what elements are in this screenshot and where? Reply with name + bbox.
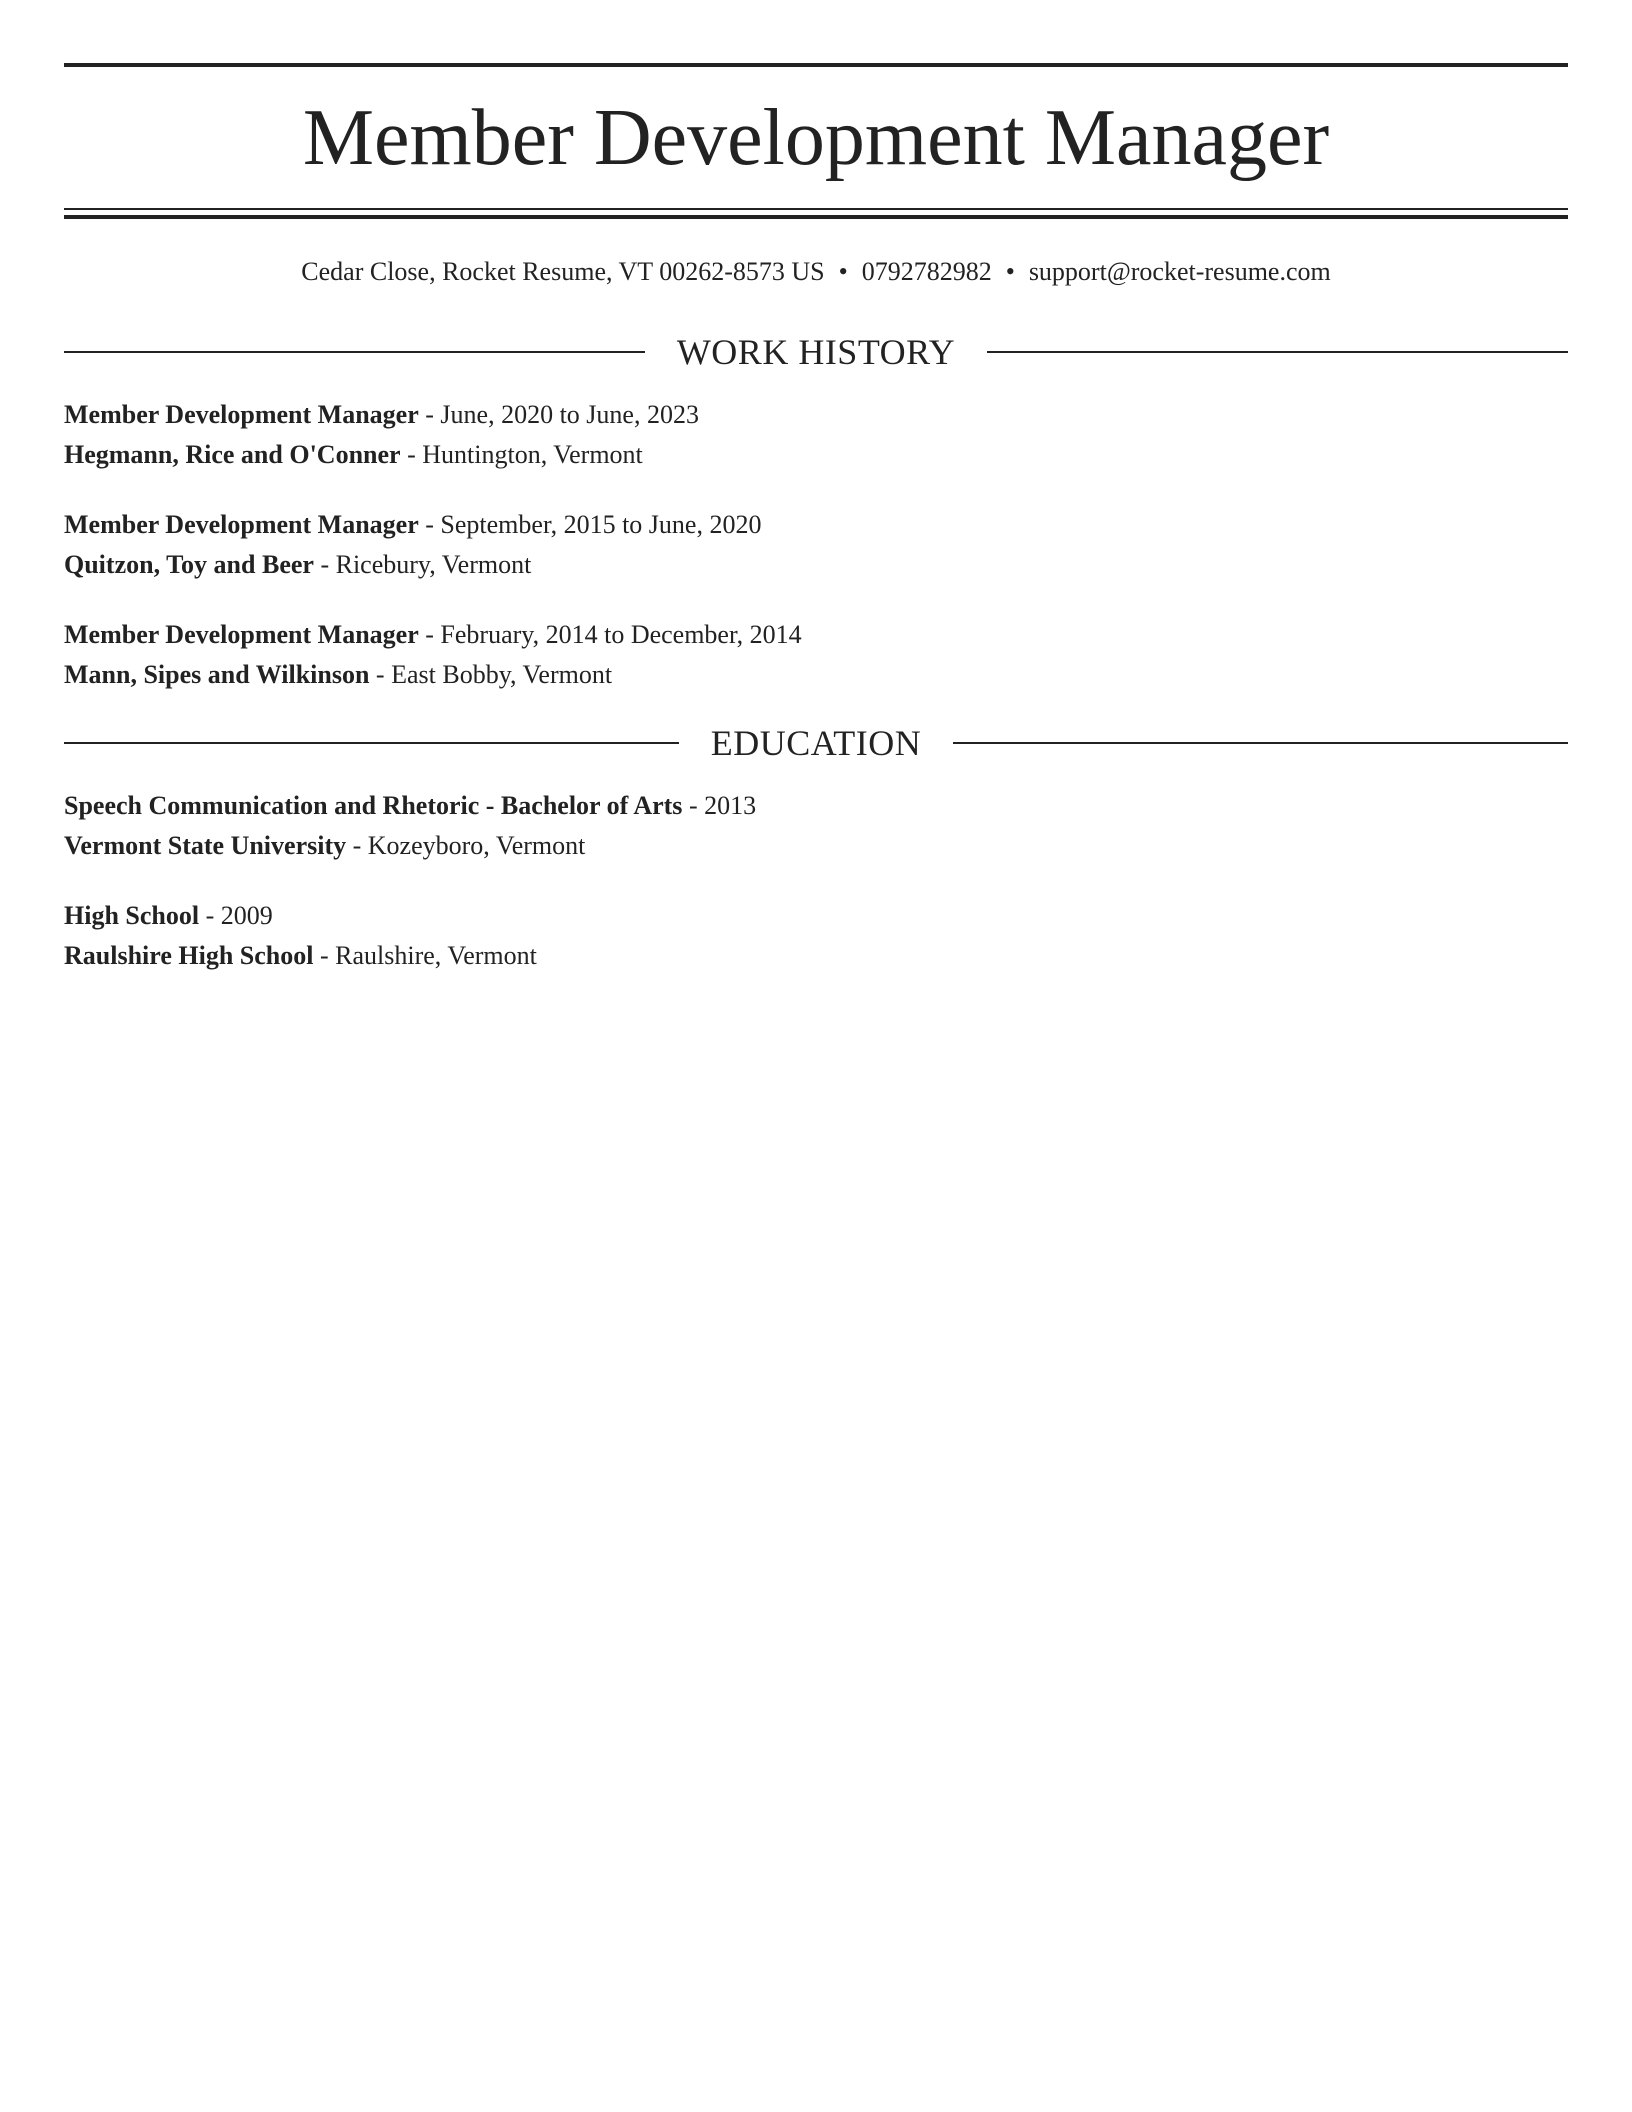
education-entry-year: 2013 [704,791,757,820]
work-entry-company: Quitzon, Toy and Beer [64,550,314,579]
contact-separator: • [1005,257,1015,286]
education-entry-degree-line [64,896,1568,936]
work-entry-company: Mann, Sipes and Wilkinson [64,660,370,689]
work-entry-company-line [64,435,1568,475]
section-rule-right [953,742,1568,744]
contact-line [64,252,1568,292]
work-entry [64,615,1568,695]
education-entry-school-line [64,826,1568,866]
section-heading-education [64,718,1568,768]
work-entry-company: Hegmann, Rice and O'Conner [64,440,401,469]
work-entry-role-line [64,615,1568,655]
dash: - [418,400,441,429]
contact-address: Cedar Close, Rocket Resume, VT 00262-8573 US [301,257,825,286]
education-entry-degree: Speech Communication and Rhetoric - Bachelor of Arts [64,791,683,820]
page-title: Member Development Manager [302,94,1330,182]
section-title: WORK HISTORY [676,332,956,372]
title-rule-thick [64,215,1568,219]
dash: - [313,550,336,579]
title-rule-thin [64,208,1568,210]
work-entry [64,505,1568,585]
education-entry-degree-line [64,786,1568,826]
work-entry-location: East Bobby, Vermont [391,660,613,689]
dash: - [199,901,221,930]
dash: - [369,660,392,689]
education-entry-school: Vermont State University [64,831,347,860]
work-entry-role-line [64,505,1568,545]
contact-separator: • [838,257,848,286]
dash: - [346,831,368,860]
section-heading-work-history [64,327,1568,377]
work-entry-role: Member Development Manager [64,400,419,429]
work-entry-role-line [64,395,1568,435]
education-entry-year: 2009 [220,901,273,930]
dash: - [418,620,441,649]
work-entry-company-line [64,655,1568,695]
top-rule [64,63,1568,67]
education-entry-school-line [64,936,1568,976]
education-entry-school: Raulshire High School [64,941,314,970]
work-entry-role: Member Development Manager [64,620,419,649]
dash: - [400,440,423,469]
dash: - [313,941,336,970]
work-entry-dates: June, 2020 to June, 2023 [440,400,699,429]
section-rule-right [987,351,1568,353]
dash: - [418,510,441,539]
work-entry-dates: September, 2015 to June, 2020 [440,510,762,539]
section-rule-left [64,351,645,353]
contact-phone: 0792782982 [861,257,992,286]
education-entry [64,786,1568,866]
education-entry-location: Kozeyboro, Vermont [367,831,586,860]
work-entry-location: Huntington, Vermont [422,440,643,469]
work-entry [64,395,1568,475]
work-entry-location: Ricebury, Vermont [335,550,532,579]
work-entry-dates: February, 2014 to December, 2014 [440,620,802,649]
work-entry-company-line [64,545,1568,585]
work-entry-role: Member Development Manager [64,510,419,539]
section-title: EDUCATION [710,723,922,763]
contact-email: support@rocket-resume.com [1028,257,1331,286]
education-entry [64,896,1568,976]
education-entry-location: Raulshire, Vermont [335,941,537,970]
section-rule-left [64,742,679,744]
education-entry-degree: High School [64,901,200,930]
dash: - [682,791,705,820]
